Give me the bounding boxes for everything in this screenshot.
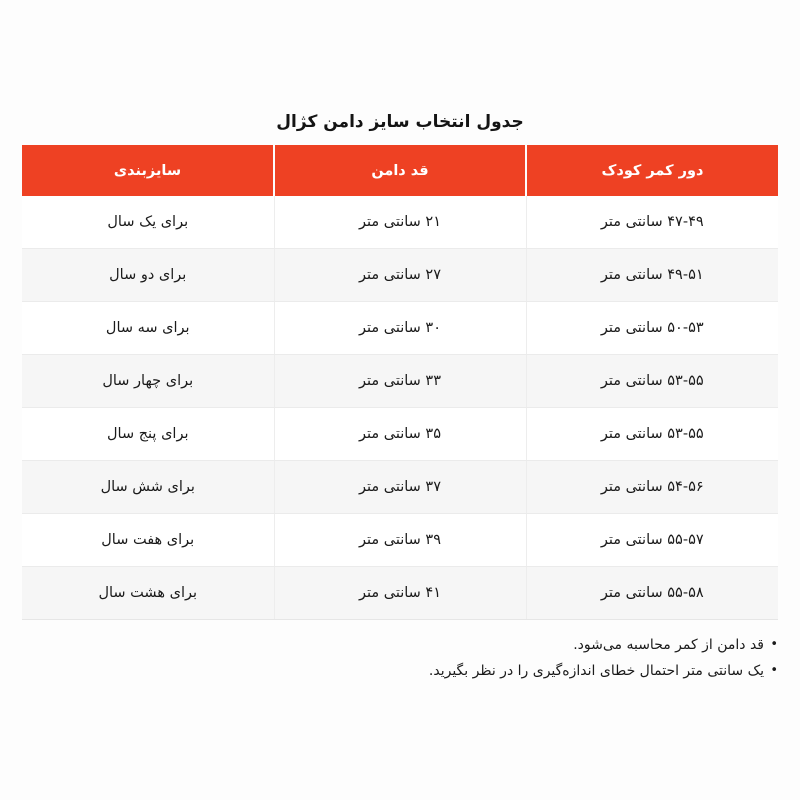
cell-size: برای چهار سال (22, 355, 274, 408)
list-item (22, 658, 778, 684)
cell-size: برای پنج سال (22, 408, 274, 461)
cell-size: برای هفت سال (22, 514, 274, 567)
cell-length: ۳۷ سانتی متر (274, 461, 526, 514)
cell-waist: ۵۳-۵۵ سانتی متر (526, 355, 778, 408)
table-row (22, 408, 778, 461)
cell-length: ۳۹ سانتی متر (274, 514, 526, 567)
cell-waist: ۵۰-۵۳ سانتی متر (526, 302, 778, 355)
cell-length: ۲۱ سانتی متر (274, 196, 526, 249)
footnote-text: قد دامن از کمر محاسبه می‌شود. (573, 637, 764, 653)
table-header (22, 145, 778, 196)
cell-waist: ۵۴-۵۶ سانتی متر (526, 461, 778, 514)
column-header-size: سایزبندی (22, 145, 274, 196)
list-item (22, 632, 778, 658)
cell-length: ۴۱ سانتی متر (274, 567, 526, 620)
table-row (22, 355, 778, 408)
cell-length: ۲۷ سانتی متر (274, 249, 526, 302)
column-header-length: قد دامن (274, 145, 526, 196)
cell-size: برای شش سال (22, 461, 274, 514)
footnote-list (22, 632, 778, 684)
table-row (22, 249, 778, 302)
cell-waist: ۵۳-۵۵ سانتی متر (526, 408, 778, 461)
cell-size: برای هشت سال (22, 567, 274, 620)
table-body (22, 196, 778, 620)
table-row (22, 567, 778, 620)
table-row (22, 302, 778, 355)
cell-waist: ۴۹-۵۱ سانتی متر (526, 249, 778, 302)
table-row (22, 514, 778, 567)
bullet-icon: • (770, 637, 778, 652)
column-header-waist: دور کمر کودک (526, 145, 778, 196)
page-title: جدول انتخاب سایز دامن کژال (276, 112, 524, 132)
cell-size: برای دو سال (22, 249, 274, 302)
size-chart-table (22, 145, 778, 620)
table-row (22, 196, 778, 249)
cell-length: ۳۵ سانتی متر (274, 408, 526, 461)
cell-length: ۳۳ سانتی متر (274, 355, 526, 408)
cell-length: ۳۰ سانتی متر (274, 302, 526, 355)
cell-waist: ۵۵-۵۸ سانتی متر (526, 567, 778, 620)
table-header-row (22, 145, 778, 196)
cell-waist: ۵۵-۵۷ سانتی متر (526, 514, 778, 567)
bullet-icon: • (770, 663, 778, 678)
cell-size: برای یک سال (22, 196, 274, 249)
footnote-text: یک سانتی متر احتمال خطای اندازه‌گیری را در نظر بگیرید. (428, 663, 764, 679)
cell-waist: ۴۷-۴۹ سانتی متر (526, 196, 778, 249)
cell-size: برای سه سال (22, 302, 274, 355)
table-row (22, 461, 778, 514)
